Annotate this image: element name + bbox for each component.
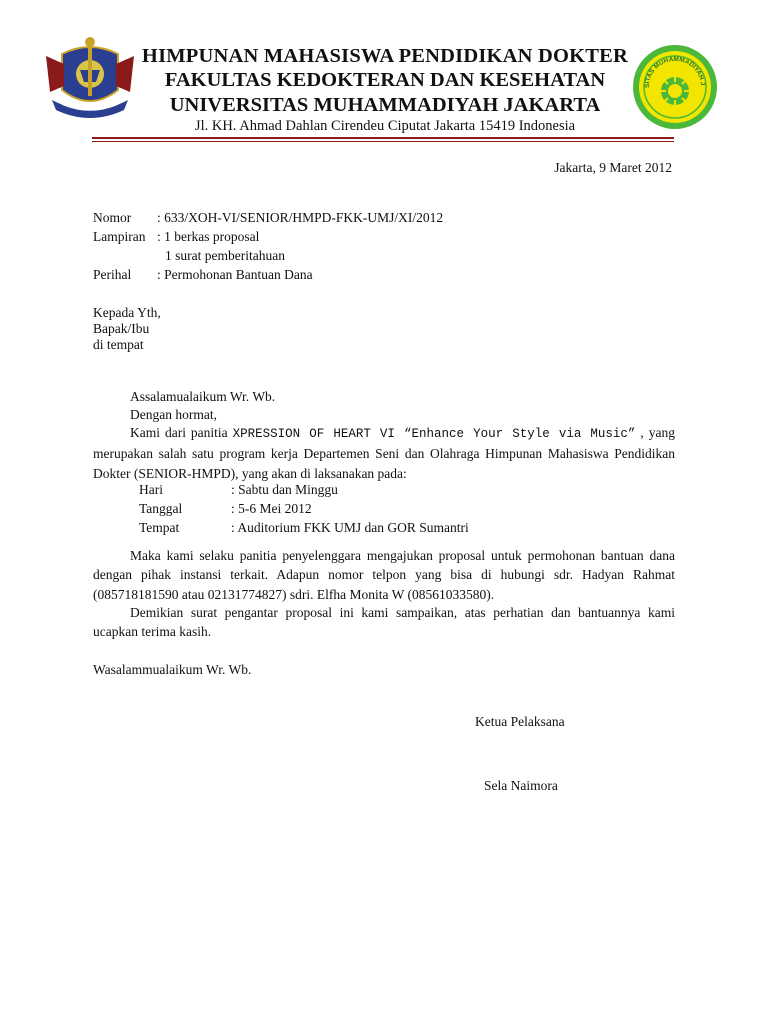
tempat-label: Tempat [139,520,180,535]
umj-seal-logo-icon [632,44,718,130]
hari-label: Hari [139,482,163,497]
recipient-line-2: Bapak/Ibu [93,321,150,336]
hari-value: : Sabtu dan Minggu [231,482,338,497]
letter-date: Jakarta, 9 Maret 2012 [554,160,672,175]
recipient-line-3: di tempat [93,337,144,352]
nomor-value: : 633/XOH-VI/SENIOR/HMPD-FKK-UMJ/XI/2012 [157,210,444,225]
nomor-label: Nomor [93,210,132,225]
header-line-3: UNIVERSITAS MUHAMMADIYAH JAKARTA [169,94,601,116]
perihal-value: : Permohonan Bantuan Dana [157,267,313,282]
recipient-line-1: Kepada Yth, [93,305,161,320]
signer-title: Ketua Pelaksana [475,714,565,729]
lampiran-label: Lampiran [93,229,146,244]
closing: Wasalammualaikum Wr. Wb. [93,662,252,677]
body-paragraph-2: Maka kami selaku panitia penyelenggara mengajukan proposal untuk permohonan bantuan dana dengan pihak instansi terkait. Adapun nomor telpon yang bisa di hubungi sdr. Hadyan Rahmat (085718181590 atau 02131774827) sdri. Elfha Monita W (08561033580). [93,548,675,602]
body-paragraph-3: Demikian surat pengantar proposal ini kami sampaikan, atas perhatian dan bantuannya kami ucapkan terima kasih. [93,605,675,640]
header-rule-thick [92,137,674,139]
tanggal-value: : 5-6 Mei 2012 [231,501,312,516]
salutation: Dengan hormat, [130,407,217,422]
header-line-1: HIMPUNAN MAHASISWA PENDIDIKAN DOKTER [141,45,629,67]
tanggal-label: Tanggal [139,501,183,516]
perihal-label: Perihal [93,267,132,282]
lampiran-value-1: : 1 berkas proposal [157,229,260,244]
header-address: Jl. KH. Ahmad Dahlan Cirendeu Ciputat Jakarta 15419 Indonesia [194,118,576,134]
header-line-2: FAKULTAS KEDOKTERAN DAN KESEHATAN [164,69,606,91]
tempat-value: : Auditorium FKK UMJ dan GOR Sumantri [231,520,469,535]
header-rule-thin [92,141,674,142]
greeting: Assalamualaikum Wr. Wb. [130,389,276,404]
signer-name: Sela Naimora [484,778,558,793]
lampiran-value-2: 1 surat pemberitahuan [165,248,285,263]
seal-text: SITAS MUHAMMADIYAH J [643,55,706,89]
event-name: XPRESSION OF HEART VI “Enhance Your Style via Music” [232,427,636,441]
body-paragraph-1: Kami dari panitia XPRESSION OF HEART VI “Enhance Your Style via Music” , yang merupakan salah satu program kerja Departemen Seni dan Olahraga Himpunan Mahasiswa Pendidikan Dokter (SENIOR-HMPD), yang akan di laksanakan pada: [93,425,675,481]
